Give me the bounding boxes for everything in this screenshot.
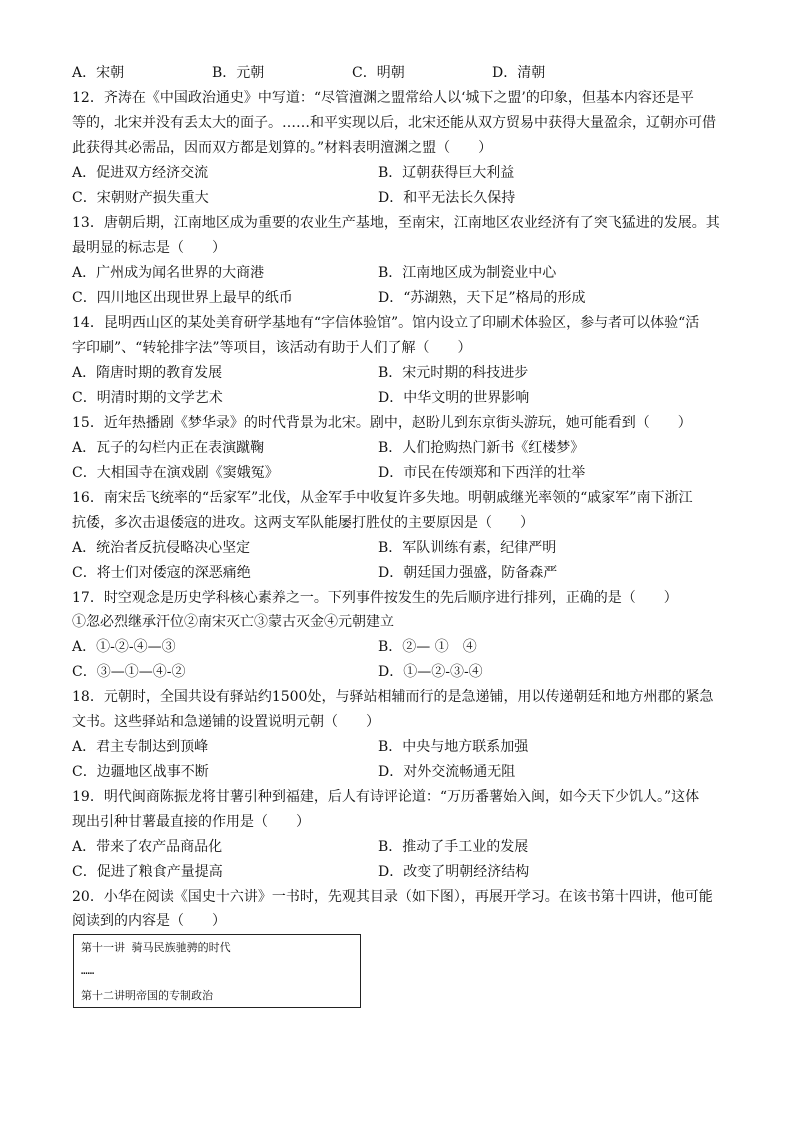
q20-stem-line: 20．小华在阅读《国史十六讲》一书时，先观其目录（如下图），再展开学习。在该书第十四讲，他可能 xyxy=(72,889,713,905)
q12-option-b[interactable]: B．辽朝获得巨大利益 xyxy=(378,165,515,181)
q17-option-a[interactable]: A．①-②-④—③ xyxy=(72,639,176,655)
q11-option-a[interactable]: A．宋朝 xyxy=(72,65,125,81)
q19-option-c[interactable]: C．促进了粮食产量提高 xyxy=(72,864,223,880)
q12-option-a[interactable]: A．促进双方经济交流 xyxy=(72,165,209,181)
q13-option-a[interactable]: A．广州成为闻名世界的大商港 xyxy=(72,265,265,281)
toc-entry: 第十二讲明帝国的专制政治 xyxy=(81,989,213,1002)
q19-stem-line: 19．明代闽商陈振龙将甘薯引种到福建，后人有诗评论道：“万历番薯始入闽，如今天下少饥人。”这体 xyxy=(72,789,700,805)
q13-option-c[interactable]: C．四川地区出现世界上最早的纸币 xyxy=(72,290,293,306)
q19-stem-line: 现出引种甘薯最直接的作用是（ ） xyxy=(72,814,310,830)
q15-option-a[interactable]: A．瓦子的勾栏内正在表演蹴鞠 xyxy=(72,440,265,456)
q12-stem-line: 12．齐涛在《中国政治通史》中写道：“尽管澶渊之盟常给人以‘城下之盟’的印象，但基本内容还是平 xyxy=(72,90,694,106)
q18-stem-line: 文书。这些驿站和急递铺的设置说明元朝（ ） xyxy=(72,714,380,730)
q13-stem-line: 13．唐朝后期，江南地区成为重要的农业生产基地，至南宋，江南地区农业经济有了突飞猛进的发展。其 xyxy=(72,215,720,231)
q13-stem-line: 最明显的标志是（ ） xyxy=(72,240,226,256)
q14-option-d[interactable]: D．中华文明的世界影响 xyxy=(378,390,530,406)
q15-option-c[interactable]: C．大相国寺在演戏剧《窦娥冤》 xyxy=(72,465,279,481)
q16-stem-line: 抗倭，多次击退倭寇的进攻。这两支军队能屡打胜仗的主要原因是（ ） xyxy=(72,515,534,531)
q16-stem-line: 16．南宋岳飞统率的“岳家军”北伐，从金军手中收复许多失地。明朝戚继光率领的“戚家军”南下浙江 xyxy=(72,490,693,506)
q14-option-c[interactable]: C．明清时期的文学艺术 xyxy=(72,390,223,406)
q16-option-d[interactable]: D．朝廷国力强盛，防备森严 xyxy=(378,565,558,581)
q16-option-a[interactable]: A．统治者反抗侵略决心坚定 xyxy=(72,540,251,556)
q18-option-d[interactable]: D．对外交流畅通无阻 xyxy=(378,764,516,780)
q19-option-b[interactable]: B．推动了手工业的发展 xyxy=(378,839,529,855)
q14-option-b[interactable]: B．宋元时期的科技进步 xyxy=(378,365,529,381)
toc-entry: 第十一讲 骑马民族驰骋的时代 xyxy=(81,941,231,954)
q15-stem-line: 15．近年热播剧《梦华录》的时代背景为北宋。剧中，赵盼儿到东京街头游玩，她可能看到（ ） xyxy=(72,415,692,431)
q14-stem-line: 14．昆明西山区的某处美育研学基地有“字信体验馆”。馆内设立了印刷术体验区，参与者可以体验“活 xyxy=(72,315,700,331)
q11-option-b[interactable]: B．元朝 xyxy=(212,65,265,81)
q16-option-b[interactable]: B．军队训练有素，纪律严明 xyxy=(378,540,557,556)
q11-option-c[interactable]: C．明朝 xyxy=(352,65,405,81)
q17-option-d[interactable]: D．①—②-③-④ xyxy=(378,664,483,680)
q16-option-c[interactable]: C．将士们对倭寇的深恶痛绝 xyxy=(72,565,251,581)
q18-option-b[interactable]: B．中央与地方联系加强 xyxy=(378,739,529,755)
q12-option-c[interactable]: C．宋朝财产损失重大 xyxy=(72,190,209,206)
q12-option-d[interactable]: D．和平无法长久保持 xyxy=(378,190,516,206)
q17-stem-line: 17．时空观念是历史学科核心素养之一。下列事件按发生的先后顺序进行排列，正确的是（ ） xyxy=(72,590,678,606)
q14-option-a[interactable]: A．隋唐时期的教育发展 xyxy=(72,365,223,381)
q17-option-c[interactable]: C．③—①—④-② xyxy=(72,664,186,680)
q12-stem-line: 此获得其必需品，因而双方都是划算的。”材料表明澶渊之盟（ ） xyxy=(72,140,493,156)
q13-option-b[interactable]: B．江南地区成为制瓷业中心 xyxy=(378,265,557,281)
q12-stem-line: 等的，北宋并没有丢太大的面子。……和平实现以后，北宋还能从双方贸易中获得大量盈余，辽朝亦可借 xyxy=(72,115,716,131)
q18-option-a[interactable]: A．君主专制达到顶峰 xyxy=(72,739,209,755)
q18-stem-line: 18．元朝时，全国共设有驿站约1500处，与驿站相辅而行的是急递铺，用以传递朝廷和地方州郡的紧急 xyxy=(72,689,714,705)
q15-option-b[interactable]: B．人们抢购热门新书《红楼梦》 xyxy=(378,440,585,456)
toc-ellipsis: …… xyxy=(81,964,95,977)
table-of-contents-box xyxy=(73,934,361,1008)
q19-option-d[interactable]: D．改变了明朝经济结构 xyxy=(378,864,530,880)
q17-option-b[interactable]: B．②— ① ④ xyxy=(378,639,477,655)
q13-option-d[interactable]: D．“苏湖熟，天下足”格局的形成 xyxy=(378,290,586,306)
q18-option-c[interactable]: C．边疆地区战事不断 xyxy=(72,764,209,780)
q20-stem-line: 阅读到的内容是（ ） xyxy=(72,913,226,929)
q15-option-d[interactable]: D．市民在传颂郑和下西洋的壮举 xyxy=(378,465,586,481)
q14-stem-line: 字印刷”、“转轮排字法”等项目，该活动有助于人们了解（ ） xyxy=(72,340,472,356)
q17-events-line: ①忽必烈继承汗位②南宋灭亡③蒙古灭金④元朝建立 xyxy=(72,614,394,630)
q19-option-a[interactable]: A．带来了农产品商品化 xyxy=(72,839,223,855)
q11-option-d[interactable]: D．清朝 xyxy=(492,65,546,81)
